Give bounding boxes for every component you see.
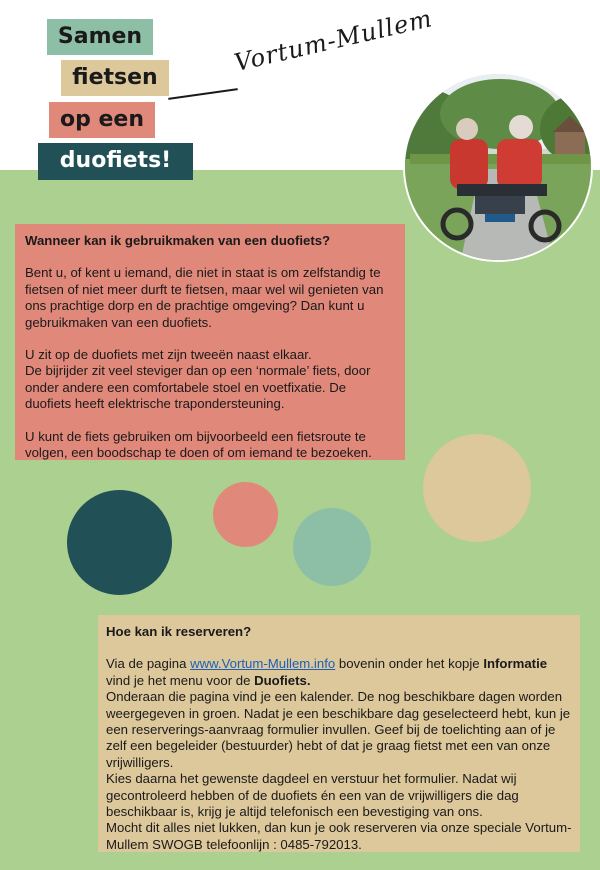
signature-text: Vortum-Mullem (231, 4, 436, 77)
intro-prefix: Via de pagina (106, 656, 191, 672)
section2-intro (106, 656, 572, 689)
section1-heading: Wanneer kan ik gebruikmaken van een duofiets? (25, 233, 331, 248)
title-line-3: op een (49, 102, 155, 138)
section1-paragraph-2b: De bijrijder zit veel steviger dan op een ‘normale’ fiets, door onder andere een comfortabele stoel en voetfixatie. De duofiets heeft elektrische trapondersteuning. (25, 363, 371, 412)
section2-paragraph-4: Mocht dit alles niet lukken, dan kun je ook reserveren via onze speciale Vortum-Mullem SWOGB telefoonlijn : 0485-792013. (106, 820, 572, 852)
section1-paragraph-1: Bent u, of kent u iemand, die niet in staat is om zelfstandig te fietsen of niet meer durft te fietsen, maar wel wil genieten van ons prachtige dorp en de prachtige omgeving? Dan kunt u gebruikmaken van een duofiets. (25, 265, 384, 330)
decorative-circle-sand (423, 434, 531, 542)
intro-mid: bovenin onder het kopje (335, 656, 484, 672)
intro-line2-prefix: vind je het menu voor de (106, 672, 255, 688)
info-box-when (15, 224, 405, 460)
title-line-4: duofiets! (38, 143, 193, 180)
title-line-2: fietsen (61, 60, 169, 96)
signature-line (168, 88, 238, 100)
duofiets-photo (403, 72, 593, 262)
info-box-reserve (98, 615, 580, 852)
section1-paragraph-2a: U zit op de duofiets met zijn tweeën naast elkaar. (25, 347, 312, 363)
duofiets-label: Duofiets. (254, 672, 311, 688)
decorative-circle-salmon (213, 482, 278, 547)
decorative-circle-mint (293, 508, 371, 586)
informatie-label: Informatie (483, 656, 548, 672)
website-link[interactable]: www.Vortum-Mullem.info (190, 656, 336, 672)
section1-paragraph-3: U kunt de fiets gebruiken om bijvoorbeeld een fietsroute te volgen, een boodschap te doen of om iemand te bezoeken. (25, 428, 372, 461)
title-line-1: Samen (47, 19, 153, 55)
section2-paragraph-2: Onderaan die pagina vind je een kalender. De nog beschikbare dagen worden weergegeven in groen. Nadat je een beschikbare dag geselecteerd hebt, kun je een reserverings-aanvraag formulier invullen. Geef bij de toelichting aan of je zelf een begeleider (bestuurder) hebt of dat je graag fietst met een van onze vrijwilligers. (106, 689, 571, 770)
section2-heading: Hoe kan ik reserveren? (106, 624, 252, 639)
duofiets-photo-illustration (405, 74, 593, 262)
signature (168, 4, 436, 115)
section2-paragraph-3: Kies daarna het gewenste dagdeel en verstuur het formulier. Nadat wij gecontroleerd hebben of de duofiets én een van de vrijwilligers die dag beschikbaar is, krijg je altijd telefonisch een bevestiging van ons. (106, 771, 519, 820)
decorative-circle-dark-teal (67, 490, 172, 595)
